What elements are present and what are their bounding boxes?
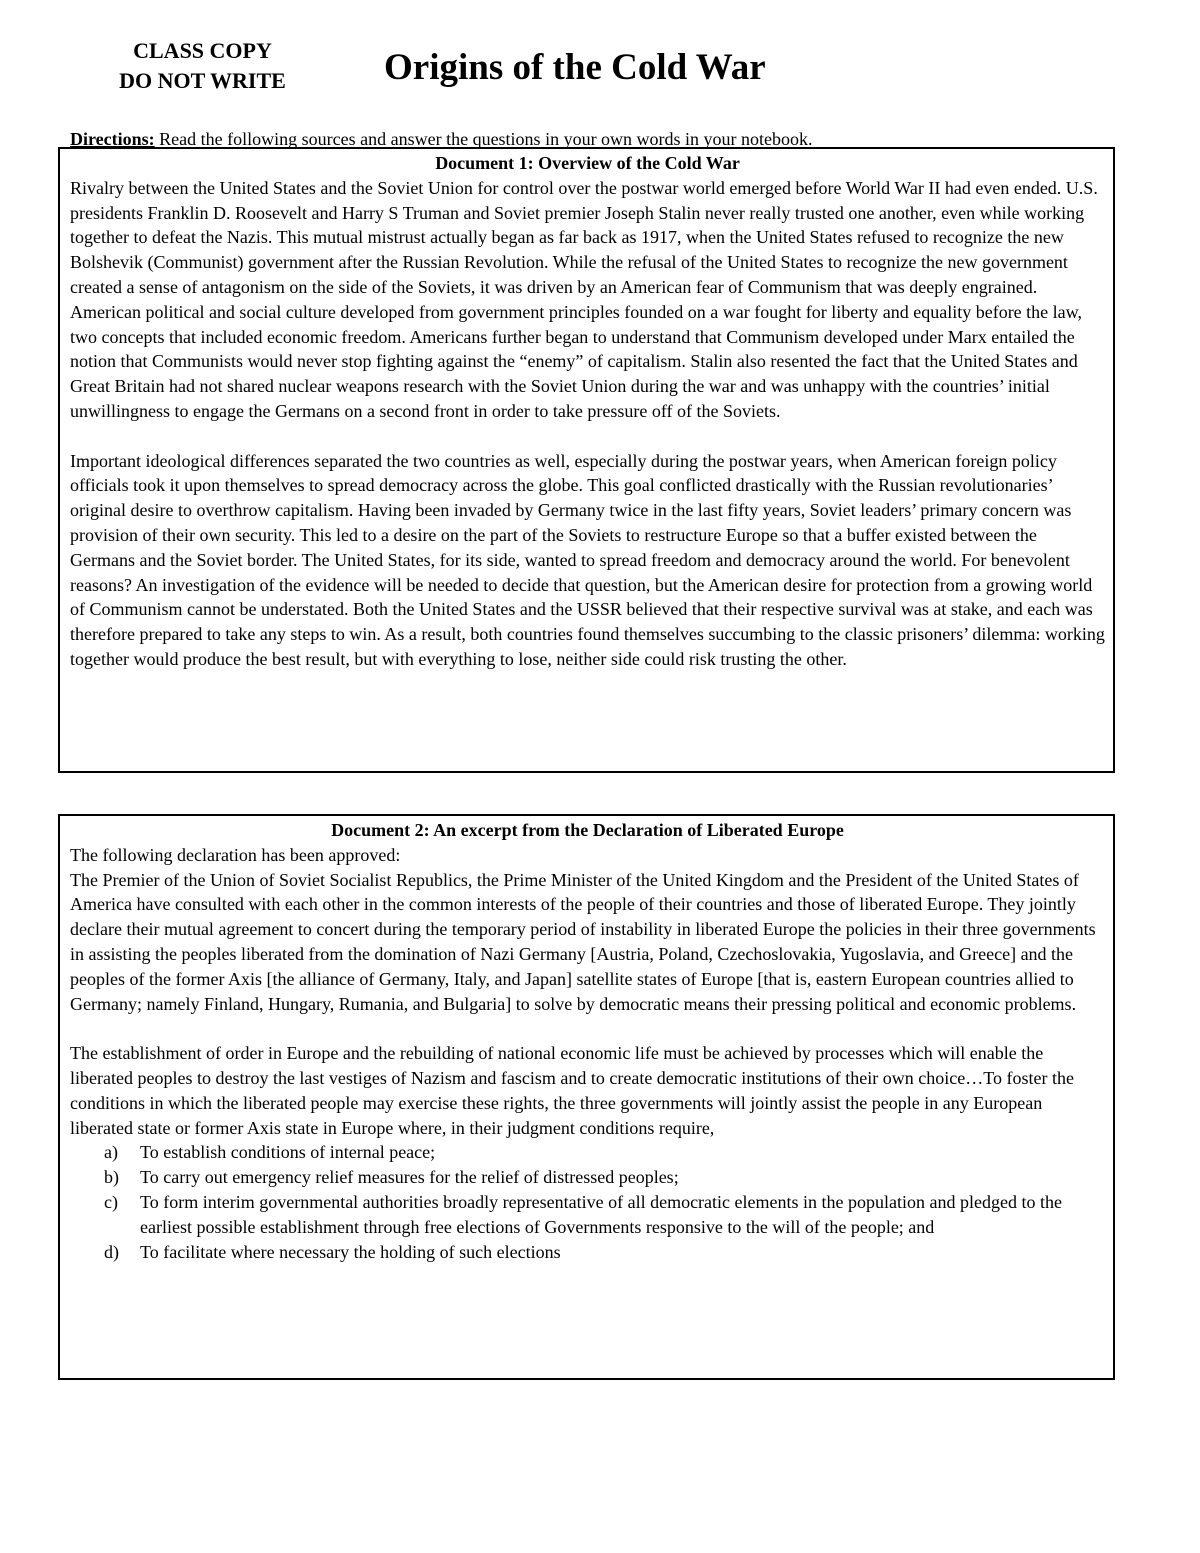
document-1-heading: Document 1: Overview of the Cold War <box>435 153 740 173</box>
list-item <box>104 1240 1105 1265</box>
document-2-heading: Document 2: An excerpt from the Declaration of Liberated Europe <box>331 820 844 840</box>
document-1-box <box>58 147 1115 773</box>
class-copy-notice <box>100 36 305 96</box>
document-1-paragraph-2: Important ideological differences separated the two countries as well, especially during the postwar years, when American foreign policy officials took it upon themselves to spread democracy across the globe. This goal conflicted drastically with the Russian revolutionaries’ original desire to overthrow capitalism. Having been invaded by Germany twice in the last fifty years, Soviet leaders’ primary concern was provision of their own security. This led to a desire on the part of the Soviets to restructure Europe so that a buffer existed between the Germans and the Soviet border. The United States, for its side, wanted to spread freedom and democracy around the world. For benevolent reasons? An investigation of the evidence will be needed to decide that question, but the American desire for protection from a growing world of Communism cannot be understated. Both the United States and the USSR believed that their respective survival was at stake, and each was therefore prepared to take any steps to win. As a result, both countries found themselves succumbing to the classic prisoners’ dilemma: working together would produce the best result, but with everything to lose, neither side could risk trusting the other. <box>70 450 1105 669</box>
list-item-letter: b) <box>104 1167 119 1188</box>
page-title: Origins of the Cold War <box>384 47 766 88</box>
list-item-letter: d) <box>104 1241 119 1262</box>
list-item <box>104 1165 1105 1190</box>
document-1-paragraph-1: Rivalry between the United States and the Soviet Union for control over the postwar world emerged before World War II had even ended. U.S. presidents Franklin D. Roosevelt and Harry S Truman and Soviet premier Joseph Stalin never really trusted one another, even while working together to defeat the Nazis. This mutual mistrust actually began as far back as 1917, when the United States refused to recognize the new Bolshevik (Communist) government after the Russian Revolution. While the refusal of the United States to recognize the new government created a sense of antagonism on the side of the Soviets, it was driven by an American fear of Communism that was deeply engrained. American political and social culture developed from government principles founded on a war fought for liberty and equality before the law, two concepts that included economic freedom. Americans further began to understand that Communism developed under Marx entailed the notion that Communists would never stop fighting against the “enemy” of capitalism. Stalin also resented the fact that the United States and Great Britain had not shared nuclear weapons research with the Soviet Union during the war and was unhappy with the countries’ initial unwillingness to engage the Germans on a second front in order to take pressure off of the Soviets. <box>70 177 1098 421</box>
document-2-list <box>70 1140 1105 1264</box>
document-2-paragraph-1: The Premier of the Union of Soviet Socialist Republics, the Prime Minister of the United Kingdom and the President of the United States of America have consulted with each other in the common interests of the people of their countries and those of liberated Europe. They jointly declare their mutual agreement to concert during the temporary period of instability in liberated Europe the policies in their three governments in assisting the peoples liberated from the domination of Nazi Germany [Austria, Poland, Czechoslovakia, Yugoslavia, and Greece] and the peoples of the former Axis [the alliance of Germany, Italy, and Japan] satellite states of Europe [that is, eastern European countries allied to Germany; namely Finland, Hungary, Rumania, and Bulgaria] to solve by democratic means their pressing political and economic problems. <box>70 869 1096 1014</box>
list-item-letter: c) <box>104 1191 118 1212</box>
list-item-text: To facilitate where necessary the holding of such elections <box>140 1241 561 1262</box>
list-item-letter: a) <box>104 1142 118 1163</box>
list-item <box>104 1140 1105 1165</box>
class-copy-line-1: CLASS COPY <box>133 38 272 63</box>
list-item-text: To carry out emergency relief measures for the relief of distressed peoples; <box>140 1167 679 1188</box>
list-item <box>104 1190 1105 1240</box>
class-copy-line-2: DO NOT WRITE <box>119 68 286 93</box>
list-item-text: To form interim governmental authorities broadly representative of all democratic elements in the population and pledged to the earliest possible establishment through free elections of Governments responsive to the will of the people; and <box>140 1191 1062 1237</box>
list-item-text: To establish conditions of internal peace; <box>140 1142 436 1163</box>
document-2-intro: The following declaration has been approved: <box>70 844 401 865</box>
document-2-box <box>58 814 1115 1380</box>
directions-text: Read the following sources and answer the questions in your own words in your notebook. <box>154 129 813 149</box>
document-2-paragraph-2: The establishment of order in Europe and the rebuilding of national economic life must be achieved by processes which will enable the liberated peoples to destroy the last vestiges of Nazism and fascism and to create democratic institutions of their own choice…To foster the conditions in which the liberated people may exercise these rights, the three governments will jointly assist the people in any European liberated state or former Axis state in Europe where, in their judgment conditions require, <box>70 1043 1074 1138</box>
directions-label: Directions: <box>70 129 155 149</box>
